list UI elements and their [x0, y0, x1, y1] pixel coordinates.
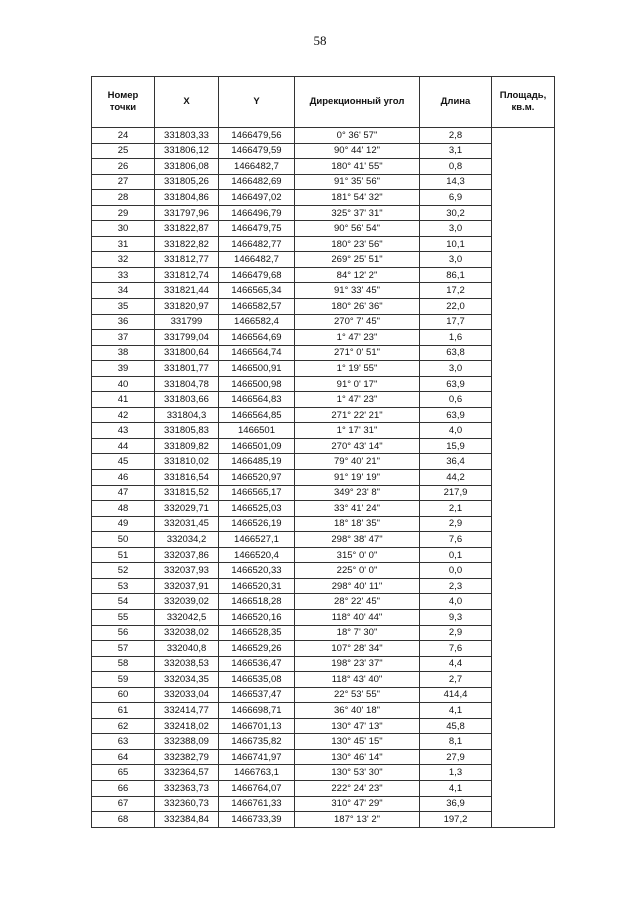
y-cell: 1466565,17 [219, 485, 295, 501]
direction-angle-cell: 18° 18' 35" [295, 516, 420, 532]
length-cell: 217,9 [420, 485, 492, 501]
point-number-cell: 50 [92, 532, 155, 548]
y-cell: 1466733,39 [219, 812, 295, 828]
direction-angle-cell: 310° 47' 29" [295, 796, 420, 812]
point-number-cell: 58 [92, 656, 155, 672]
direction-angle-cell: 118° 43' 40" [295, 672, 420, 688]
point-number-cell: 55 [92, 609, 155, 625]
length-cell: 8,1 [420, 734, 492, 750]
x-cell: 332029,71 [155, 501, 219, 517]
x-cell: 331799 [155, 314, 219, 330]
x-cell: 331806,12 [155, 143, 219, 159]
table-row [92, 547, 555, 563]
table-row [92, 734, 555, 750]
y-cell: 1466500,98 [219, 376, 295, 392]
length-cell: 1,6 [420, 330, 492, 346]
y-cell: 1466482,69 [219, 174, 295, 190]
length-cell: 3,0 [420, 221, 492, 237]
y-cell: 1466764,07 [219, 780, 295, 796]
x-cell: 332414,77 [155, 703, 219, 719]
x-cell: 332034,35 [155, 672, 219, 688]
table-header-row [92, 77, 555, 128]
x-cell: 332364,57 [155, 765, 219, 781]
header-y: Y [219, 77, 295, 128]
point-number-cell: 65 [92, 765, 155, 781]
table-row [92, 267, 555, 283]
direction-angle-cell: 1° 17' 31" [295, 423, 420, 439]
point-number-cell: 43 [92, 423, 155, 439]
table-row [92, 361, 555, 377]
direction-angle-cell: 269° 25' 51" [295, 252, 420, 268]
direction-angle-cell: 180° 23' 56" [295, 236, 420, 252]
table-row [92, 221, 555, 237]
table-row [92, 190, 555, 206]
y-cell: 1466482,77 [219, 236, 295, 252]
x-cell: 332037,86 [155, 547, 219, 563]
x-cell: 331820,97 [155, 299, 219, 315]
point-number-cell: 33 [92, 267, 155, 283]
point-number-cell: 67 [92, 796, 155, 812]
length-cell: 4,1 [420, 780, 492, 796]
x-cell: 331805,26 [155, 174, 219, 190]
direction-angle-cell: 90° 56' 54" [295, 221, 420, 237]
point-number-cell: 52 [92, 563, 155, 579]
x-cell: 332040,8 [155, 641, 219, 657]
length-cell: 44,2 [420, 470, 492, 486]
direction-angle-cell: 222° 24' 23" [295, 780, 420, 796]
length-cell: 36,4 [420, 454, 492, 470]
y-cell: 1466564,74 [219, 345, 295, 361]
y-cell: 1466520,97 [219, 470, 295, 486]
y-cell: 1466479,75 [219, 221, 295, 237]
direction-angle-cell: 28° 22' 45" [295, 594, 420, 610]
x-cell: 331809,82 [155, 438, 219, 454]
y-cell: 1466497,02 [219, 190, 295, 206]
point-number-cell: 39 [92, 361, 155, 377]
table-row [92, 501, 555, 517]
y-cell: 1466520,16 [219, 609, 295, 625]
table-row [92, 128, 555, 144]
point-number-cell: 63 [92, 734, 155, 750]
direction-angle-cell: 315° 0' 0" [295, 547, 420, 563]
table-row [92, 345, 555, 361]
table-row [92, 252, 555, 268]
length-cell: 17,7 [420, 314, 492, 330]
point-number-cell: 56 [92, 625, 155, 641]
point-number-cell: 31 [92, 236, 155, 252]
y-cell: 1466564,85 [219, 407, 295, 423]
length-cell: 414,4 [420, 687, 492, 703]
header-point-number: Номер точки [92, 77, 155, 128]
length-cell: 2,3 [420, 578, 492, 594]
table-row [92, 656, 555, 672]
x-cell: 332418,02 [155, 718, 219, 734]
table-row [92, 143, 555, 159]
direction-angle-cell: 130° 45' 15" [295, 734, 420, 750]
length-cell: 2,9 [420, 516, 492, 532]
y-cell: 1466536,47 [219, 656, 295, 672]
y-cell: 1466698,71 [219, 703, 295, 719]
table-row [92, 159, 555, 175]
length-cell: 45,8 [420, 718, 492, 734]
table-row [92, 780, 555, 796]
length-cell: 0,6 [420, 392, 492, 408]
y-cell: 1466763,1 [219, 765, 295, 781]
point-number-cell: 42 [92, 407, 155, 423]
x-cell: 331803,33 [155, 128, 219, 144]
y-cell: 1466479,59 [219, 143, 295, 159]
direction-angle-cell: 1° 47' 23" [295, 392, 420, 408]
y-cell: 1466535,08 [219, 672, 295, 688]
length-cell: 2,7 [420, 672, 492, 688]
y-cell: 1466564,83 [219, 392, 295, 408]
y-cell: 1466582,4 [219, 314, 295, 330]
direction-angle-cell: 270° 43' 14" [295, 438, 420, 454]
table-body [92, 128, 555, 828]
x-cell: 331804,3 [155, 407, 219, 423]
length-cell: 197,2 [420, 812, 492, 828]
x-cell: 331800,64 [155, 345, 219, 361]
y-cell: 1466496,79 [219, 205, 295, 221]
direction-angle-cell: 91° 0' 17" [295, 376, 420, 392]
direction-angle-cell: 271° 0' 51" [295, 345, 420, 361]
table-row [92, 718, 555, 734]
x-cell: 332039,02 [155, 594, 219, 610]
y-cell: 1466520,33 [219, 563, 295, 579]
y-cell: 1466527,1 [219, 532, 295, 548]
direction-angle-cell: 18° 7' 30" [295, 625, 420, 641]
x-cell: 332037,93 [155, 563, 219, 579]
x-cell: 331821,44 [155, 283, 219, 299]
direction-angle-cell: 130° 53' 30" [295, 765, 420, 781]
direction-angle-cell: 130° 46' 14" [295, 749, 420, 765]
table-row [92, 563, 555, 579]
y-cell: 1466520,31 [219, 578, 295, 594]
point-number-cell: 36 [92, 314, 155, 330]
x-cell: 331822,82 [155, 236, 219, 252]
y-cell: 1466479,68 [219, 267, 295, 283]
length-cell: 1,3 [420, 765, 492, 781]
table-row [92, 765, 555, 781]
x-cell: 331799,04 [155, 330, 219, 346]
y-cell: 1466479,56 [219, 128, 295, 144]
direction-angle-cell: 270° 7' 45" [295, 314, 420, 330]
table-row [92, 454, 555, 470]
y-cell: 1466741,97 [219, 749, 295, 765]
direction-angle-cell: 325° 37' 31" [295, 205, 420, 221]
direction-angle-cell: 198° 23' 37" [295, 656, 420, 672]
table-row [92, 703, 555, 719]
length-cell: 14,3 [420, 174, 492, 190]
point-number-cell: 30 [92, 221, 155, 237]
point-number-cell: 46 [92, 470, 155, 486]
table-row [92, 672, 555, 688]
table-row [92, 578, 555, 594]
table-row [92, 641, 555, 657]
point-number-cell: 60 [92, 687, 155, 703]
y-cell: 1466482,7 [219, 252, 295, 268]
x-cell: 332031,45 [155, 516, 219, 532]
x-cell: 332038,53 [155, 656, 219, 672]
point-number-cell: 61 [92, 703, 155, 719]
length-cell: 30,2 [420, 205, 492, 221]
length-cell: 2,1 [420, 501, 492, 517]
direction-angle-cell: 33° 41' 24" [295, 501, 420, 517]
y-cell: 1466520,4 [219, 547, 295, 563]
length-cell: 2,9 [420, 625, 492, 641]
length-cell: 4,0 [420, 423, 492, 439]
y-cell: 1466485,19 [219, 454, 295, 470]
direction-angle-cell: 180° 26' 36" [295, 299, 420, 315]
table-row [92, 609, 555, 625]
area-cell [492, 128, 555, 828]
page-number: 58 [313, 33, 327, 48]
table-row [92, 625, 555, 641]
point-number-cell: 27 [92, 174, 155, 190]
direction-angle-cell: 181° 54' 32" [295, 190, 420, 206]
x-cell: 331806,08 [155, 159, 219, 175]
length-cell: 63,9 [420, 376, 492, 392]
x-cell: 331803,66 [155, 392, 219, 408]
table-row [92, 283, 555, 299]
direction-angle-cell: 298° 38' 47" [295, 532, 420, 548]
table-row [92, 516, 555, 532]
point-number-cell: 24 [92, 128, 155, 144]
direction-angle-cell: 36° 40' 18" [295, 703, 420, 719]
x-cell: 331804,86 [155, 190, 219, 206]
length-cell: 10,1 [420, 236, 492, 252]
direction-angle-cell: 1° 47' 23" [295, 330, 420, 346]
point-number-cell: 48 [92, 501, 155, 517]
length-cell: 7,6 [420, 641, 492, 657]
x-cell: 332042,5 [155, 609, 219, 625]
y-cell: 1466529,26 [219, 641, 295, 657]
point-number-cell: 51 [92, 547, 155, 563]
point-number-cell: 37 [92, 330, 155, 346]
direction-angle-cell: 130° 47' 13" [295, 718, 420, 734]
table-row [92, 330, 555, 346]
x-cell: 332037,91 [155, 578, 219, 594]
table-row [92, 205, 555, 221]
x-cell: 331797,96 [155, 205, 219, 221]
point-number-cell: 26 [92, 159, 155, 175]
point-number-cell: 64 [92, 749, 155, 765]
length-cell: 4,0 [420, 594, 492, 610]
point-number-cell: 41 [92, 392, 155, 408]
length-cell: 2,8 [420, 128, 492, 144]
x-cell: 332382,79 [155, 749, 219, 765]
length-cell: 63,9 [420, 407, 492, 423]
y-cell: 1466537,47 [219, 687, 295, 703]
y-cell: 1466518,28 [219, 594, 295, 610]
length-cell: 6,9 [420, 190, 492, 206]
header-area: Площадь, кв.м. [492, 77, 555, 128]
direction-angle-cell: 91° 33' 45" [295, 283, 420, 299]
direction-angle-cell: 0° 36' 57" [295, 128, 420, 144]
x-cell: 332388,09 [155, 734, 219, 750]
y-cell: 1466761,33 [219, 796, 295, 812]
length-cell: 86,1 [420, 267, 492, 283]
header-direction-angle: Дирекционный угол [295, 77, 420, 128]
table-row [92, 796, 555, 812]
length-cell: 4,4 [420, 656, 492, 672]
header-length: Длина [420, 77, 492, 128]
length-cell: 0,1 [420, 547, 492, 563]
table-row [92, 470, 555, 486]
y-cell: 1466564,69 [219, 330, 295, 346]
x-cell: 331815,52 [155, 485, 219, 501]
point-number-cell: 28 [92, 190, 155, 206]
x-cell: 331805,83 [155, 423, 219, 439]
length-cell: 4,1 [420, 703, 492, 719]
direction-angle-cell: 91° 35' 56" [295, 174, 420, 190]
length-cell: 3,0 [420, 252, 492, 268]
length-cell: 0,8 [420, 159, 492, 175]
point-number-cell: 59 [92, 672, 155, 688]
direction-angle-cell: 298° 40' 11" [295, 578, 420, 594]
point-number-cell: 35 [92, 299, 155, 315]
table-row [92, 314, 555, 330]
direction-angle-cell: 1° 19' 55" [295, 361, 420, 377]
length-cell: 63,8 [420, 345, 492, 361]
point-number-cell: 68 [92, 812, 155, 828]
x-cell: 331812,74 [155, 267, 219, 283]
length-cell: 27,9 [420, 749, 492, 765]
length-cell: 3,0 [420, 361, 492, 377]
length-cell: 17,2 [420, 283, 492, 299]
y-cell: 1466526,19 [219, 516, 295, 532]
length-cell: 7,6 [420, 532, 492, 548]
table-row [92, 174, 555, 190]
table-row [92, 485, 555, 501]
table-row [92, 594, 555, 610]
direction-angle-cell: 180° 41' 55" [295, 159, 420, 175]
x-cell: 331804,78 [155, 376, 219, 392]
y-cell: 1466735,82 [219, 734, 295, 750]
direction-angle-cell: 22° 53' 55" [295, 687, 420, 703]
point-number-cell: 47 [92, 485, 155, 501]
point-number-cell: 49 [92, 516, 155, 532]
table-row [92, 392, 555, 408]
point-number-cell: 32 [92, 252, 155, 268]
header-x: X [155, 77, 219, 128]
x-cell: 332384,84 [155, 812, 219, 828]
x-cell: 331801,77 [155, 361, 219, 377]
point-number-cell: 57 [92, 641, 155, 657]
y-cell: 1466525,03 [219, 501, 295, 517]
table-row [92, 376, 555, 392]
coordinates-table [91, 76, 555, 828]
x-cell: 332363,73 [155, 780, 219, 796]
direction-angle-cell: 349° 23' 8" [295, 485, 420, 501]
point-number-cell: 38 [92, 345, 155, 361]
point-number-cell: 45 [92, 454, 155, 470]
x-cell: 332038,02 [155, 625, 219, 641]
y-cell: 1466482,7 [219, 159, 295, 175]
point-number-cell: 53 [92, 578, 155, 594]
direction-angle-cell: 187° 13' 2" [295, 812, 420, 828]
y-cell: 1466501,09 [219, 438, 295, 454]
y-cell: 1466501 [219, 423, 295, 439]
x-cell: 331812,77 [155, 252, 219, 268]
table-row [92, 236, 555, 252]
point-number-cell: 40 [92, 376, 155, 392]
point-number-cell: 44 [92, 438, 155, 454]
x-cell: 331816,54 [155, 470, 219, 486]
length-cell: 22,0 [420, 299, 492, 315]
point-number-cell: 62 [92, 718, 155, 734]
y-cell: 1466500,91 [219, 361, 295, 377]
table-row [92, 438, 555, 454]
y-cell: 1466582,57 [219, 299, 295, 315]
direction-angle-cell: 271° 22' 21" [295, 407, 420, 423]
point-number-cell: 66 [92, 780, 155, 796]
direction-angle-cell: 90° 44' 12" [295, 143, 420, 159]
table-row [92, 812, 555, 828]
length-cell: 36,9 [420, 796, 492, 812]
table-row [92, 407, 555, 423]
direction-angle-cell: 225° 0' 0" [295, 563, 420, 579]
point-number-cell: 54 [92, 594, 155, 610]
table-row [92, 687, 555, 703]
length-cell: 15,9 [420, 438, 492, 454]
point-number-cell: 29 [92, 205, 155, 221]
direction-angle-cell: 79° 40' 21" [295, 454, 420, 470]
length-cell: 9,3 [420, 609, 492, 625]
table-row [92, 299, 555, 315]
direction-angle-cell: 118° 40' 44" [295, 609, 420, 625]
table-row [92, 532, 555, 548]
table-row [92, 423, 555, 439]
direction-angle-cell: 84° 12' 2" [295, 267, 420, 283]
table-row [92, 749, 555, 765]
length-cell: 0,0 [420, 563, 492, 579]
y-cell: 1466701,13 [219, 718, 295, 734]
x-cell: 332360,73 [155, 796, 219, 812]
y-cell: 1466565,34 [219, 283, 295, 299]
x-cell: 331810,02 [155, 454, 219, 470]
x-cell: 332034,2 [155, 532, 219, 548]
direction-angle-cell: 91° 19' 19" [295, 470, 420, 486]
point-number-cell: 34 [92, 283, 155, 299]
y-cell: 1466528,35 [219, 625, 295, 641]
x-cell: 332033,04 [155, 687, 219, 703]
point-number-cell: 25 [92, 143, 155, 159]
direction-angle-cell: 107° 28' 34" [295, 641, 420, 657]
x-cell: 331822,87 [155, 221, 219, 237]
length-cell: 3,1 [420, 143, 492, 159]
